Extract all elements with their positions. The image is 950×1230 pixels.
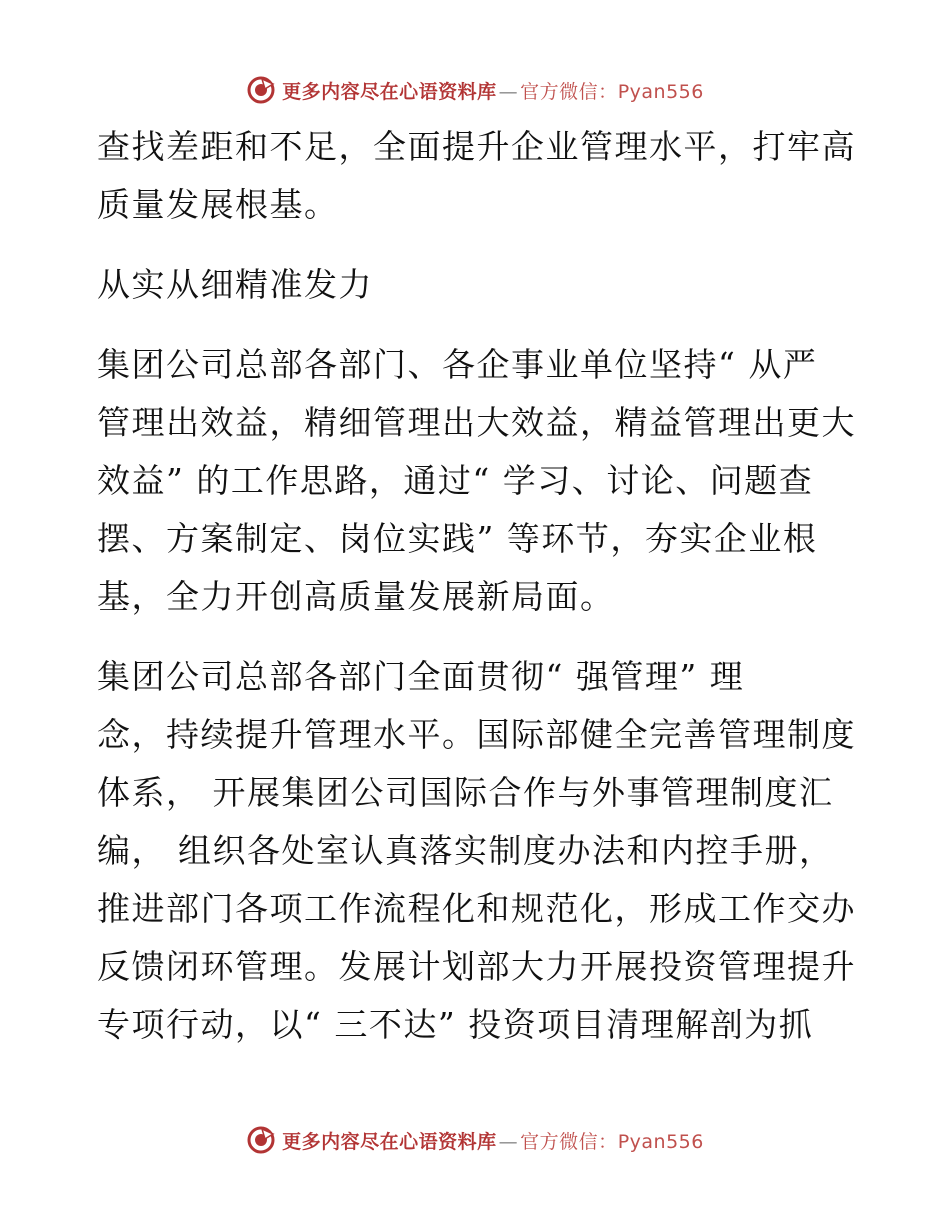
watermark-official-wechat-label: 官方微信： <box>520 80 618 103</box>
watermark-wechat-id: Pyan556 <box>617 1130 704 1153</box>
library-logo-icon <box>246 75 276 105</box>
watermark-text <box>282 77 704 104</box>
text-line: 摆、方案制定、岗位实践” 等环节，夯实企业根 <box>97 519 818 558</box>
text-line: 专项行动，以“ 三不达” 投资项目清理解剖为抓 <box>97 1005 814 1044</box>
heading-line: 从实从细精准发力 <box>97 265 373 304</box>
text-line: 查找差距和不足，全面提升企业管理水平，打牢高 <box>97 127 856 166</box>
watermark-wechat-id: Pyan556 <box>617 80 704 103</box>
watermark-dash: — <box>498 80 519 103</box>
text-line: 质量发展根基。 <box>97 185 339 224</box>
section-heading <box>97 256 857 314</box>
text-line: 体系， 开展集团公司国际合作与外事管理制度汇 <box>97 773 834 812</box>
text-line: 管理出效益，精细管理出大效益，精益管理出更大 <box>97 403 856 442</box>
text-line: 效益” 的工作思路，通过“ 学习、讨论、问题查 <box>97 461 814 500</box>
text-line: 推进部门各项工作流程化和规范化，形成工作交办 <box>97 889 856 928</box>
paragraph-1 <box>97 118 857 234</box>
paragraph-3 <box>97 648 857 1054</box>
footer-watermark <box>0 1120 950 1160</box>
text-line: 念，持续提升管理水平。国际部健全完善管理制度 <box>97 715 856 754</box>
text-line: 编， 组织各处室认真落实制度办法和内控手册， <box>97 831 834 870</box>
paragraph-2 <box>97 336 857 626</box>
watermark-lead: 更多内容尽在心语资料库 <box>282 80 497 103</box>
watermark-dash: — <box>498 1130 519 1153</box>
library-logo-icon <box>246 1125 276 1155</box>
watermark-text <box>282 1127 704 1154</box>
text-line: 基，全力开创高质量发展新局面。 <box>97 577 615 616</box>
document-body <box>97 118 857 1054</box>
text-line: 集团公司总部各部门、各企事业单位坚持“ 从严 <box>97 345 818 384</box>
watermark-lead: 更多内容尽在心语资料库 <box>282 1130 497 1153</box>
watermark-official-wechat-label: 官方微信： <box>520 1130 618 1153</box>
text-line: 反馈闭环管理。发展计划部大力开展投资管理提升 <box>97 947 856 986</box>
text-line: 集团公司总部各部门全面贯彻“ 强管理” 理 <box>97 657 745 696</box>
header-watermark <box>0 70 950 110</box>
